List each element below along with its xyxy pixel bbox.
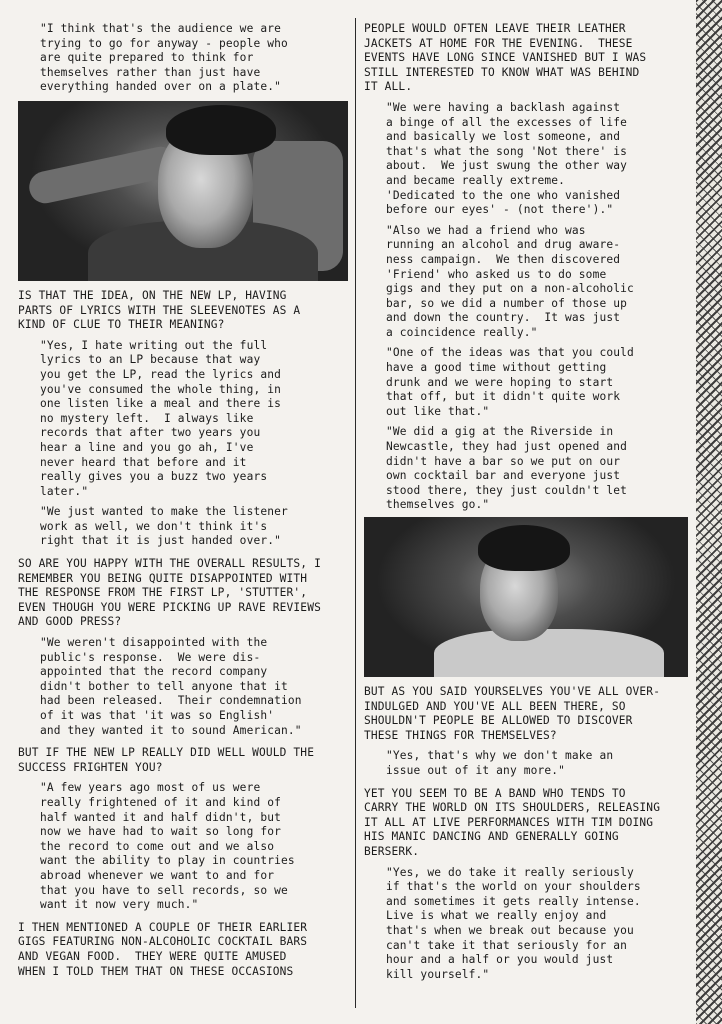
photo-body [434, 629, 664, 677]
answer-friend: "Also we had a friend who was running an alcohol and drug aware- ness campaign. We then discovered 'Friend' who asked us to do some gigs and they put on a non-alcoholic bar, so we did a number of those up and down the country. It was just a coincidence really." [386, 223, 634, 339]
answer-success: "A few years ago most of us were really frightened of it and kind of half wanted it and half didn't, but now we have had to wait so long for the record to come out and we also want the ability to play in countries abroad whenever we want to and for that you have to sell records, so we want it now very much." [40, 781, 295, 912]
page-edge-pattern [696, 0, 722, 1024]
quote-audience: "I think that's the audience we are trying to go for anyway - people who are quite prepared to think for themselves rather than just have everything handed over on a plate." [40, 22, 288, 94]
answer-seriously: "Yes, we do take it really seriously if that's the world on your shoulders and sometimes it gets really intense. Live is what we really enjoy and that's when we break out because you can't take it that seriously for an hour and a half or you would just kill yourself." [386, 865, 641, 981]
photo-arm [26, 144, 179, 206]
question-success: BUT IF THE NEW LP REALLY DID WELL WOULD THE SUCCESS FRIGHTEN YOU? [18, 746, 315, 774]
photo-man-collared-shirt [364, 517, 688, 677]
answer-listener: "We just wanted to make the listener work as well, we don't think it's right that it is just handed over." [40, 505, 288, 548]
question-results: SO ARE YOU HAPPY WITH THE OVERALL RESULTS, I REMEMBER YOU BEING QUITE DISAPPOINTED WITH THE RESPONSE FROM THE FIRST LP, 'STUTTER', EVEN THOUGH YOU WERE PICKING UP RAVE REVIEWS AND GOOD PRESS? [18, 557, 321, 629]
question-shoulders: YET YOU SEEM TO BE A BAND WHO TENDS TO CARRY THE WORLD ON ITS SHOULDERS, RELEASING IT ALL AT LIVE PERFORMANCES WITH TIM DOING HIS MANIC DANCING AND GENERALLY GOING BERSERK. [364, 786, 661, 858]
answer-lyrics: "Yes, I hate writing out the full lyrics to an LP because that way you get the LP, read the lyrics and you've consumed the whole thing, in one listen like a meal and there is no mystery left. I always like records that after two years you hear a line and you go ah, I've never heard that before and it really gives you a buzz two years later." [40, 338, 281, 498]
answer-good-time: "One of the ideas was that you could have a good time without getting drunk and we were hoping to start that off, but it didn't quite work out like that." [386, 346, 634, 418]
photo-hair [478, 525, 570, 571]
answer-backlash: "We were having a backlash against a binge of all the excesses of life and basically we lost someone, and that's what the song 'Not there' is about. We just swung the other way and became really extreme. 'Dedicated to the one who vanished before our eyes' - (not there')." [386, 100, 627, 217]
photo-hair [166, 105, 276, 155]
photo-man-hand-behind-head [18, 101, 348, 281]
answer-disappointed: "We weren't disappointed with the public's response. We were dis- appointed that the record company didn't bother to tell anyone that it had been released. Their condemnation of it was that 'it was so English' and they wanted it to sound American." [40, 636, 302, 737]
narrative-gigs: I THEN MENTIONED A COUPLE OF THEIR EARLIER GIGS FEATURING NON-ALCOHOLIC COCKTAIL BARS AND VEGAN FOOD. THEY WERE QUITE AMUSED WHEN I TOLD THEM THAT ON THESE OCCASIONS [18, 920, 308, 978]
question-overindulged: BUT AS YOU SAID YOURSELVES YOU'VE ALL OVER- INDULGED AND YOU'VE ALL BEEN THERE, SO SHOULDN'T PEOPLE BE ALLOWED TO DISCOVER THESE THINGS FOR THEMSELVES? [364, 685, 661, 742]
column-divider [355, 18, 356, 1008]
right-column [364, 0, 694, 982]
left-column [18, 0, 348, 979]
answer-riverside: "We did a gig at the Riverside in Newcastle, they had just opened and didn't have a bar so we put on our own cocktail bar and everyone just stood there, they just couldn't let themselves go." [386, 425, 627, 512]
question-lyrics: IS THAT THE IDEA, ON THE NEW LP, HAVING PARTS OF LYRICS WITH THE SLEEVENOTES AS A KIND OF CLUE TO THEIR MEANING? [18, 288, 301, 332]
answer-issue: "Yes, that's why we don't make an issue out of it any more." [386, 749, 614, 777]
narrative-leather-jackets: PEOPLE WOULD OFTEN LEAVE THEIR LEATHER JACKETS AT HOME FOR THE EVENING. THESE EVENTS HAVE LONG SINCE VANISHED BUT I WAS STILL INTERESTED TO KNOW WHAT WAS BEHIND IT ALL. [364, 22, 647, 94]
